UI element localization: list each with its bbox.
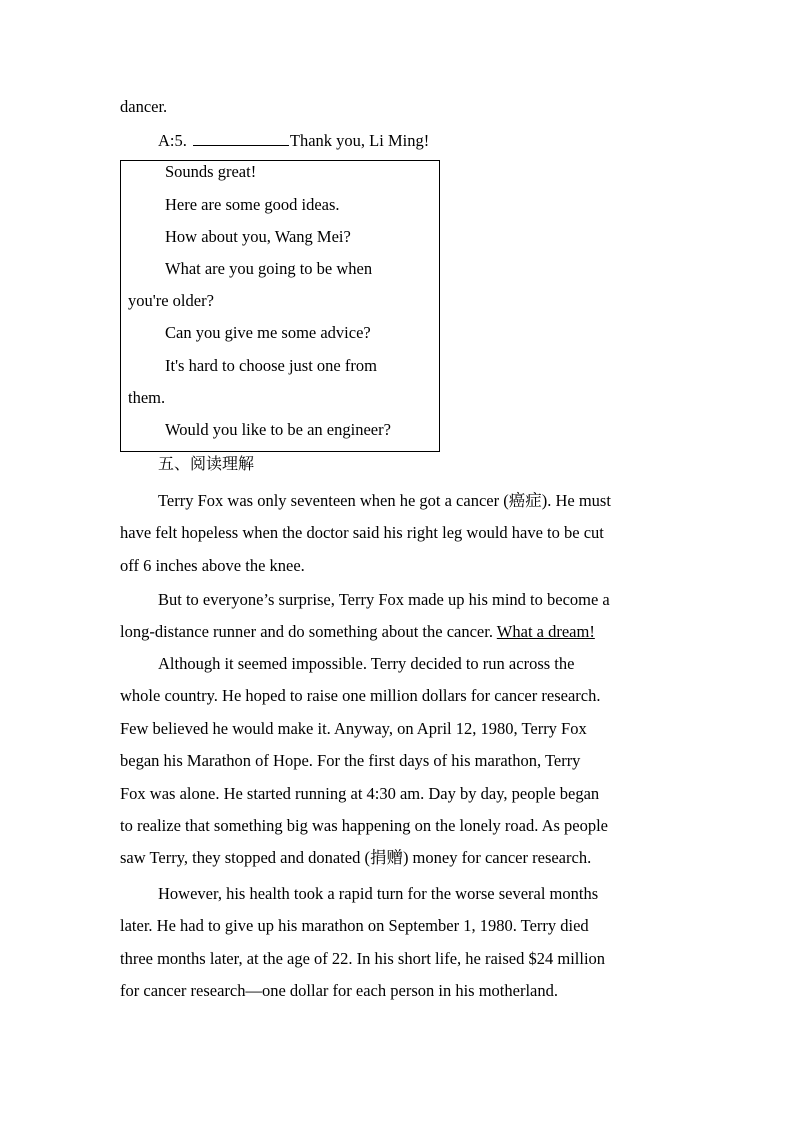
option-item: How about you, Wang Mei? [165, 227, 351, 246]
passage-line [120, 616, 676, 648]
passage-line: to realize that something big was happening on the lonely road. As people [120, 816, 609, 836]
underlined-phrase: What a dream! [496, 622, 595, 642]
section-heading: 五、阅读理解 [158, 454, 255, 473]
dialogue-line-end: dancer. [120, 97, 168, 116]
question-5-label: A:5. [158, 131, 187, 150]
passage-line: whole country. He hoped to raise one million dollars for cancer research. [120, 686, 601, 706]
option-item: Sounds great! [165, 162, 257, 181]
passage-line: have felt hopeless when the doctor said his right leg would have to be cut [120, 523, 604, 543]
question-5-line [158, 131, 429, 151]
answer-blank-5[interactable] [193, 131, 289, 146]
option-item: It's hard to choose just one from [165, 356, 377, 375]
passage-text: long-distance runner and do something about the cancer. [120, 622, 493, 642]
passage-paragraph-4 [120, 878, 676, 1008]
passage-line: Fox was alone. He started running at 4:30 am. Day by day, people began [120, 783, 600, 803]
option-item: Here are some good ideas. [165, 195, 340, 214]
passage-line: off 6 inches above the knee. [120, 555, 305, 575]
passage-line: later. He had to give up his marathon on September 1, 1980. Terry died [120, 916, 589, 936]
passage-paragraph-2 [120, 584, 676, 649]
passage-line: Terry Fox was only seventeen when he got a cancer (癌症). He must [158, 491, 611, 510]
question-5-text: Thank you, Li Ming! [289, 131, 430, 150]
passage-line: Few believed he would make it. Anyway, on April 12, 1980, Terry Fox [120, 718, 587, 738]
passage-line: saw Terry, they stopped and donated (捐赠) money for cancer research. [120, 848, 592, 868]
option-item: Would you like to be an engineer? [165, 420, 391, 439]
option-item-continued: you're older? [128, 291, 214, 310]
option-item: Can you give me some advice? [165, 323, 371, 342]
passage-line: But to everyone’s surprise, Terry Fox made up his mind to become a [158, 590, 610, 609]
passage-line: began his Marathon of Hope. For the first days of his marathon, Terry [120, 751, 581, 771]
option-item-continued: them. [128, 388, 166, 407]
passage-line: three months later, at the age of 22. In his short life, he raised $24 million [120, 948, 606, 968]
passage-line: for cancer research—one dollar for each person in his motherland. [120, 981, 558, 1001]
passage-line: However, his health took a rapid turn for the worse several months [158, 884, 599, 903]
passage-paragraph-3 [120, 648, 676, 875]
passage-paragraph-1 [120, 485, 676, 582]
option-item: What are you going to be when [165, 259, 373, 278]
passage-line: Although it seemed impossible. Terry decided to run across the [158, 654, 575, 673]
